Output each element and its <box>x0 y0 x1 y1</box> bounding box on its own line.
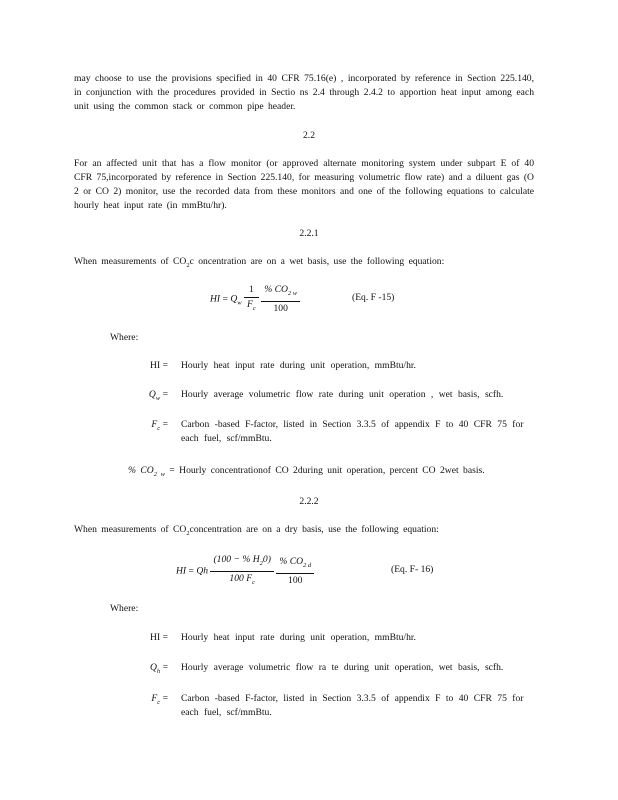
def-co2w: % $CO_{2 w}$ = Hourly concentrationof CO 2during unit operation, percent CO 2wet basis. <box>128 465 485 478</box>
def-text-fc: Carbon -based F-factor, listed in Section 3.3.5 of appendix F to 40 CFR 75 for each fuel, scf/mmBtu. <box>181 419 524 444</box>
equation-f16: HI = Qh $\frac{(100 - \% H_20)}{100 F_c}$ $\frac{\% CO_{2 d}}{100}$ <box>176 553 314 590</box>
fraction-one-over-fc: $\frac{1}{F_c}$ <box>244 283 259 316</box>
fraction-co2-over-100: $\frac{\% CO_{2 w}}{100}$ <box>261 283 300 316</box>
equation-f15: HI = $Q_w$ $\frac{1}{F_c}$ $\frac{\% CO_{2 w}}{100}$ <box>210 283 300 316</box>
def-text-qw: Hourly average volumetric flow rate during unit operation , wet basis, scfh. <box>181 389 504 400</box>
section-2-2-2-lead: When measurements of $CO_2concentration$ are on a dry basis, use the following equation: <box>74 524 439 537</box>
def2-symbol-fc: $F_c$ = <box>151 693 168 706</box>
def2-symbol-qh: $Q_h$ = <box>149 662 168 675</box>
fraction-co2d-over-100: $\frac{\% CO_{2 d}}{100}$ <box>276 555 314 588</box>
def2-symbol-hi: HI = <box>150 632 168 643</box>
def-symbol-qw: $Q_w$ = <box>148 389 168 402</box>
def-text-hi: Hourly heat input rate during unit operation, mmBtu/hr. <box>181 360 416 371</box>
where-label-1: Where: <box>110 332 139 343</box>
equation-label-f16: (Eq. F- 16) <box>391 564 434 575</box>
def-symbol-fc: $F_c$ = <box>151 419 168 432</box>
section-2-2-paragraph: For an affected unit that has a flow monitor (or approved alternate monitoring system under subpart E of 40 CFR 75,incorporated by reference in Section 225.140, for measuring volumetric flow rate) and a diluent gas (O 2 or CO 2) monitor, use the recorded data from these monitors and one of the following equations to calculate hourly heat input rate (in mmBtu/hr). <box>74 158 534 211</box>
section-2-2-1-lead: When measurements of $CO_2c$ oncentration are on a wet basis, use the following equation: <box>74 256 445 269</box>
section-number-2-2-2: 2.2.2 <box>299 496 319 507</box>
section-number-2-2: 2.2 <box>303 130 315 141</box>
def2-text-fc: Carbon -based F-factor, listed in Section 3.3.5 of appendix F to 40 CFR 75 for each fuel, scf/mmBtu. <box>181 693 524 718</box>
section-number-2-2-1: 2.2.1 <box>299 228 319 239</box>
equation-label-f15: (Eq. F -15) <box>352 292 395 303</box>
fraction-moisture: $\frac{(100 - \% H_20)}{100 F_c}$ <box>210 553 273 590</box>
def-symbol-hi: HI = <box>150 360 168 371</box>
intro-paragraph: may choose to use the provisions specified in 40 CFR 75.16(e) , incorporated by reference in Section 225.140, in conjunction with the procedures provided in Sectio ns 2.4 through 2.4.2 to apportion heat input among each unit using the common stack or common pipe header. <box>74 73 534 112</box>
where-label-2: Where: <box>110 603 139 614</box>
def2-text-qh: Hourly average volumetric flow ra te during unit operation, wet basis, scfh. <box>181 662 504 673</box>
def2-text-hi: Hourly heat input rate during unit operation, mmBtu/hr. <box>181 632 416 643</box>
